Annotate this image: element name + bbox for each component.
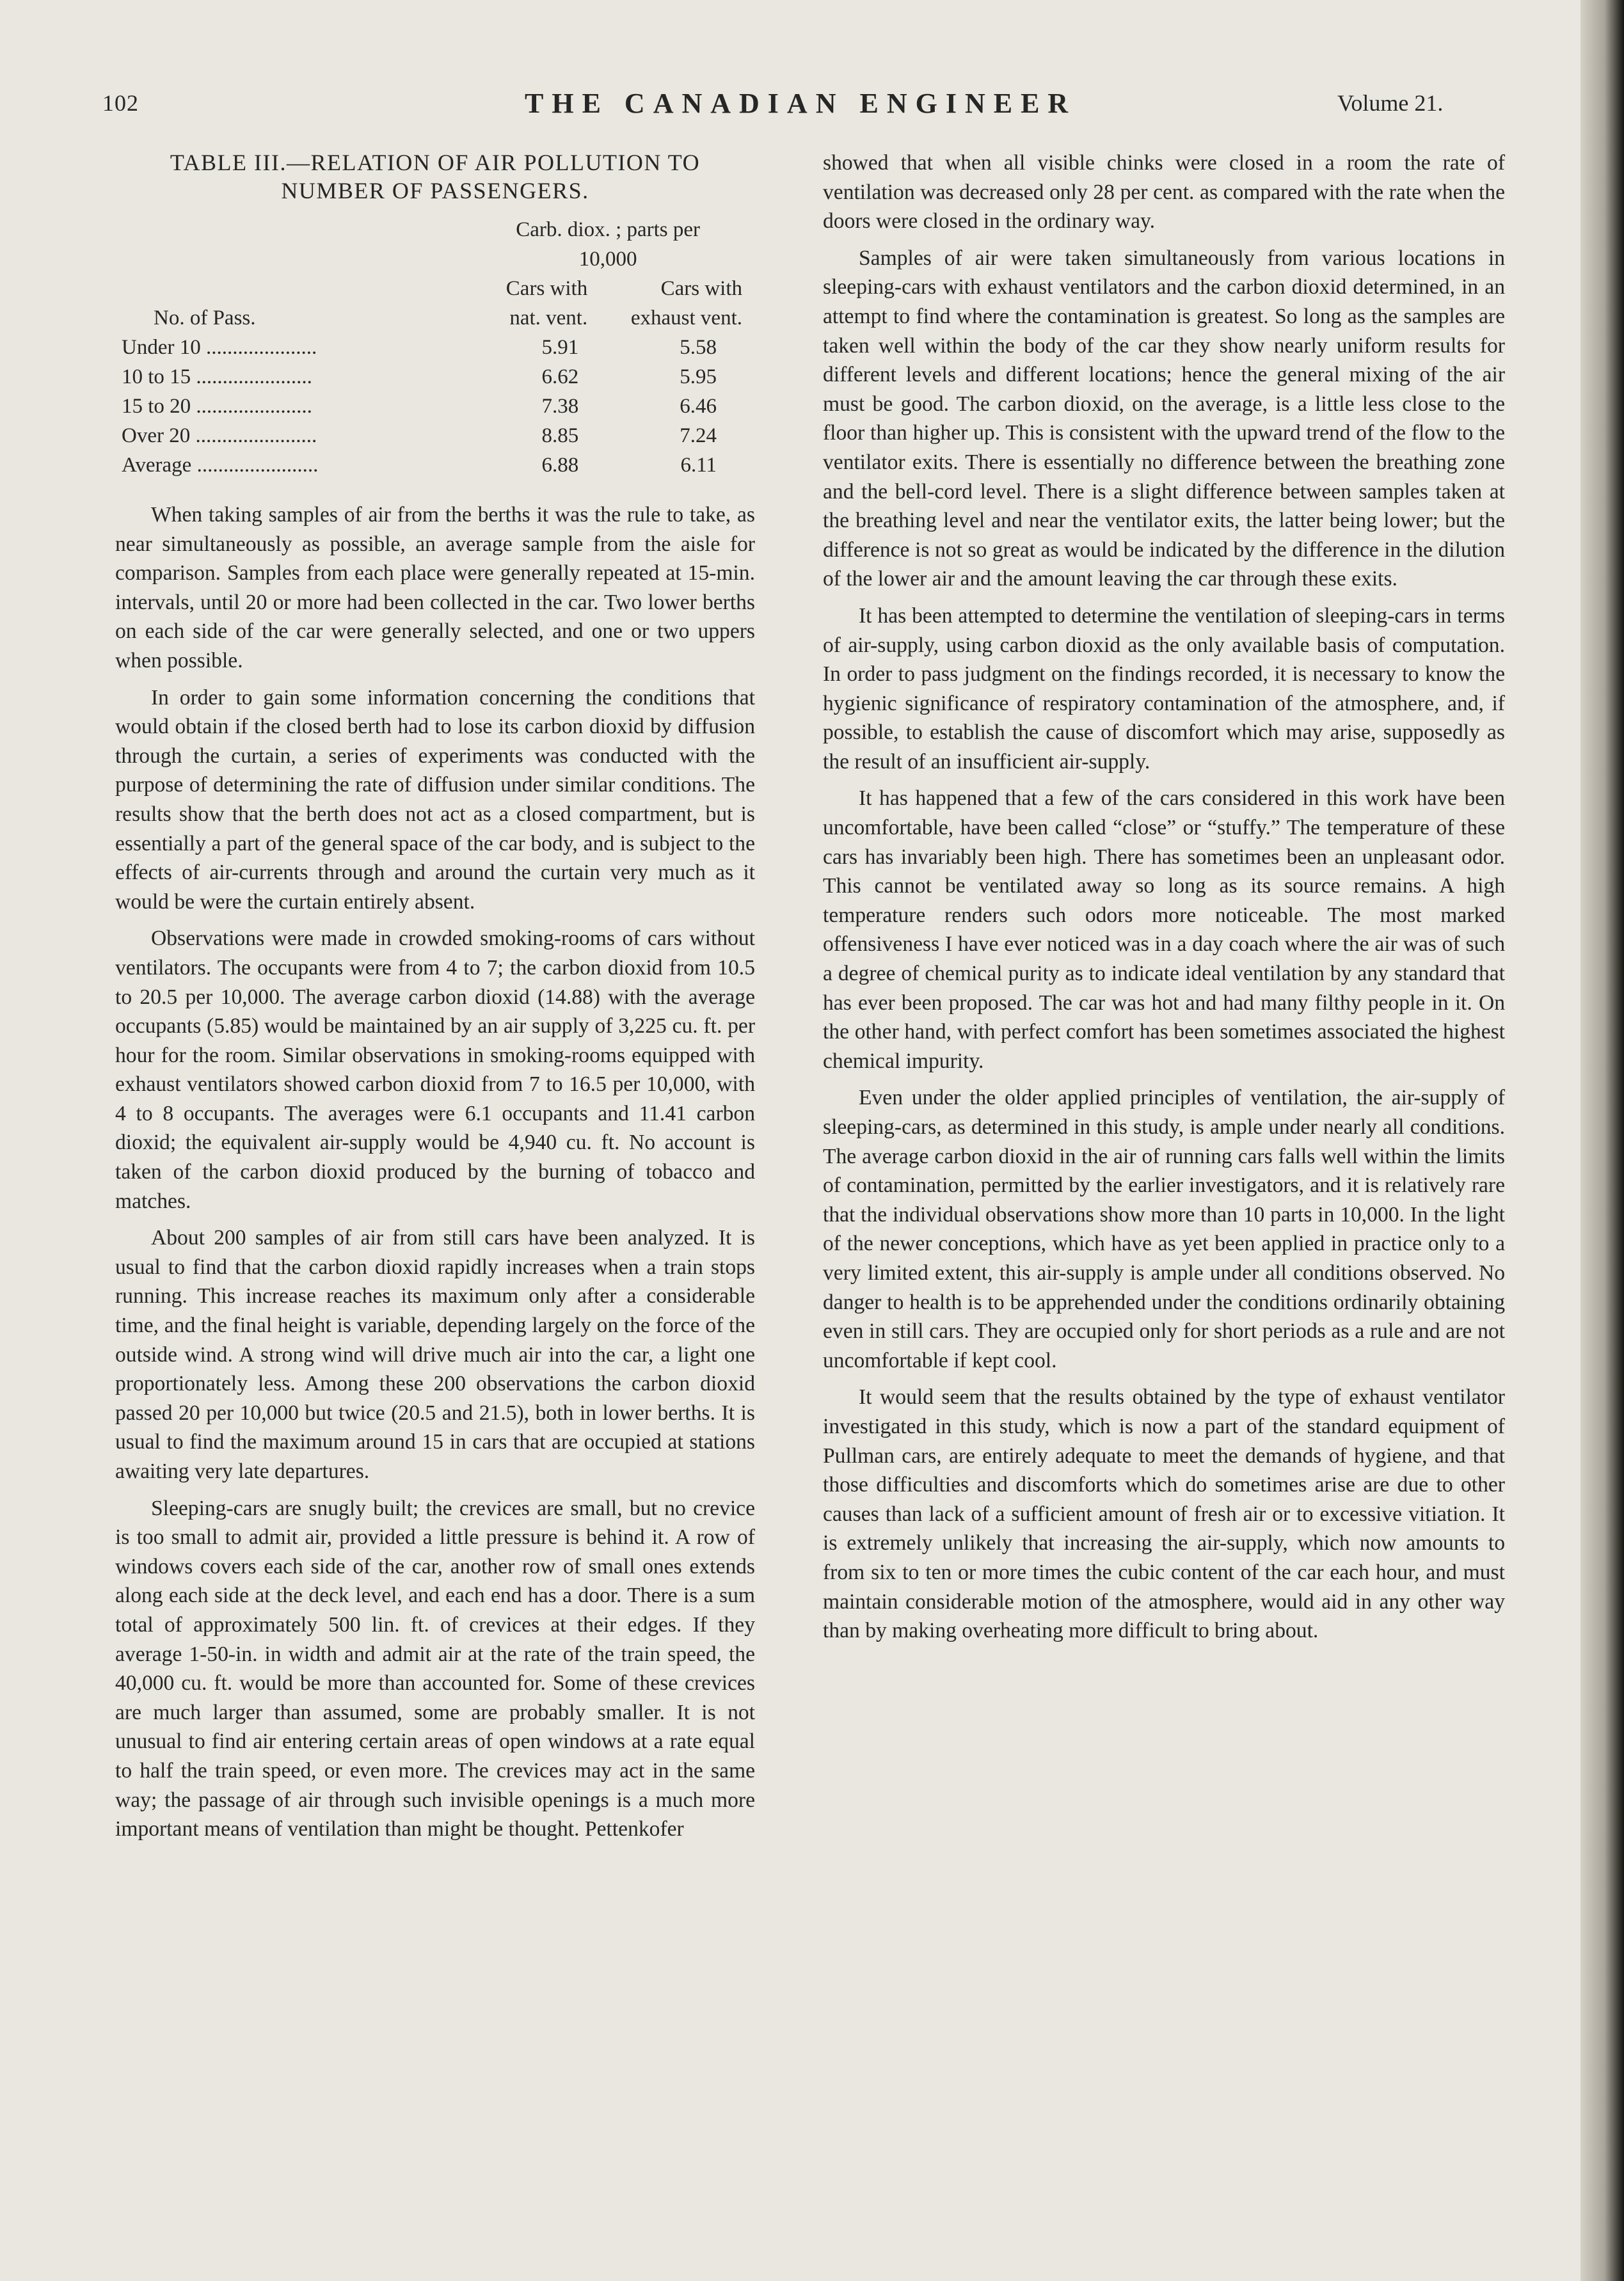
body-paragraph: Sleeping-cars are snugly built; the crevices are small, but no crevice is too small to admit air, provided a little pressure is behind it. A row of windows covers each side of the car, another row of small ones extends along each side at the deck level, and each end has a door. There is a sum total of approximately 500 lin. ft. of crevices at their edges. If they average 1-50-in. in width and admit air at the rate of the train speed, the 40,000 cu. ft. would be more than accounted for. Some of these crevices are much larger than assumed, some are probably smaller. It is not unusual to find air entering certain areas of open windows at a rate equal to half the train speed, or even more. The crevices may act in the same way; the passage of air through such invisible openings is a much more important means of ventilation than might be thought. Pettenkofer [115,1496,755,1841]
body-paragraph: When taking samples of air from the berths it was the rule to take, as near simultaneously as possible, an average sample from the aisle for comparison. Samples from each place were generally repeated at 15-min. intervals, until 20 or more had been collected in the car. Two lower berths on each side of the car were generally selected, and one or two uppers when possible. [115,503,755,672]
right-column [823,148,1505,1653]
volume-label: Volume 21. [1337,90,1444,116]
body-paragraph: Even under the older applied principles of ventilation, the air-supply of sleeping-cars, as determined in this study, is ample under nearly all conditions. The average carbon dioxid in the air of running cars falls well within the limits of contamination, permitted by the earlier investigators, and it is relatively rare that the individual observations show more than 10 parts in 10,000. In the light of the newer conceptions, which have as yet been applied in practice only to a very limited extent, this air-supply is ample under all conditions observed. No danger to health is to be apprehended under the conditions ordinarily obtaining even in still cars. They are occupied only for short periods as a rule and are not uncomfortable if kept cool. [823,1086,1505,1372]
body-paragraph: Samples of air were taken simultaneously from various locations in sleeping-cars with exhaust ventilators and the carbon dioxid determined, in an attempt to find where the contamination is greatest. So long as the samples are taken well within the body of the car they show nearly uniform results for different levels and different locations; hence the general mixing of the air must be good. The carbon dioxid, on the average, is a little less close to the floor than higher up. This is consistent with the upward trend of the flow to the ventilator exits. There is essentially no difference between the breathing zone and the bell-cord level. There is a slight difference between samples taken at the breathing level and near the ventilator exits, the latter being lower; but the difference is not so great as would be indicated by the difference in the dilution of the lower air and the amount leaving the car through these exits. [823,246,1505,591]
cell-exh: 5.95 [680,365,717,388]
binding-gutter [1580,0,1624,2281]
table-title-line-2: NUMBER OF PASSENGERS. [281,178,589,203]
group-header-1: Carb. diox. ; parts per [516,218,701,241]
row-label: 15 to 20 ...................... [122,395,312,418]
body-paragraph: It has been attempted to determine the ventilation of sleeping-cars in terms of air-supply, using carbon dioxid as the only available basis of computation. In order to pass judgment on the findings recorded, it is necessary to know the hygienic significance of respiratory contamination of the atmosphere, and, if possible, to establish the cause of discomfort which may arise, supposedly as the result of an insufficient air-supply. [823,603,1505,774]
row-label: Under 10 ..................... [122,336,317,359]
page-number: 102 [102,90,139,116]
body-paragraph: About 200 samples of air from still cars have been analyzed. It is usual to find that the carbon dioxid rapidly increases when a train stops running. This increase reaches its maximum only after a considerable time, and the final height is variable, depending largely on the force of the outside wind. A strong wind will drive much air into the car, a light one proportionately less. Among these 200 observations the carbon dioxid passed 20 per 10,000 but twice (20.5 and 21.5), both in lower berths. It is usual to find the maximum around 15 in cars that are occupied at stations awaiting very late departures. [115,1226,755,1483]
journal-title: THE CANADIAN ENGINEER [525,88,1077,119]
col-header-exh-1: Cars with [660,277,742,300]
body-paragraph: Observations were made in crowded smoking-rooms of cars without ventilators. The occupants were from 4 to 7; the carbon dioxid from 10.5 to 20.5 per 10,000. The average carbon dioxid (14.88) with the average occupants (5.85) would be maintained by an air supply of 3,225 cu. ft. per hour for the room. Similar observations in smoking-rooms equipped with exhaust ventilators showed carbon dioxid from 7 to 16.5 per 10,000, with 4 to 8 occupants. The averages were 6.1 occupants and 11.41 carbon dioxid; the equivalent air-supply would be 4,940 cu. ft. No account is taken of the carbon dioxid produced by the burning of tobacco and matches. [115,926,755,1213]
row-label: Over 20 ....................... [122,424,317,447]
cell-nat: 8.85 [541,424,579,447]
col-header-nat-1: Cars with [506,277,588,300]
group-header-2: 10,000 [578,248,637,271]
cell-exh: 6.11 [680,454,717,477]
body-paragraph: It has happened that a few of the cars considered in this work have been uncomfortable, have been called “close” or “stuffy.” The temperature of these cars has invariably been high. There has sometimes been an unpleasant odor. This cannot be ventilated away so long as its source remains. A high temperature renders such odors more noticeable. The most marked offensiveness I have ever noticed was in a day coach where the air was of such a degree of chemical purity as to indicate ideal ventilation by any standard that has ever been proposed. The car was hot and had many filthy people in it. On the other hand, with perfect comfort has been sometimes associated the highest chemical impurity. [823,786,1505,1073]
cell-exh: 7.24 [680,424,717,447]
body-paragraph: In order to gain some information concerning the conditions that would obtain if the closed berth had to lose its carbon dioxid by diffusion through the curtain, a series of experiments was conducted with the purpose of determining the rate of diffusion under similar conditions. The results show that the berth does not act as a closed compartment, but is essentially a part of the general space of the car body, and is subject to the effects of air-currents through and around the curtain very much as it would be were the curtain entirely absent. [115,685,755,914]
cell-exh: 6.46 [680,395,717,418]
row-label: Average ....................... [122,454,319,477]
cell-nat: 7.38 [541,395,579,418]
table-row [115,333,742,362]
left-column [115,148,755,1852]
cell-nat: 6.88 [541,454,579,477]
table-title [115,148,755,205]
page-header [0,87,1580,125]
table-row [115,362,742,392]
body-paragraph: It would seem that the results obtained by the type of exhaust ventilator investigated in this study, which is now a part of the standard equipment of Pullman cars, are entirely adequate to meet the demands of hygiene, and that those difficulties and discomforts which do sometimes arise are due to other causes than lack of a sufficient amount of fresh air or to excessive vitiation. It is extremely unlikely that increasing the air-supply, which now amounts to from six to ten or more times the cubic content of the car each hour, and must maintain considerable motion of the atmosphere, would aid in any other way than by making overheating more difficult to bring about. [823,1385,1505,1643]
row-label: 10 to 15 ...................... [122,365,312,388]
table-title-line-1: TABLE III.—RELATION OF AIR POLLUTION TO [170,150,701,175]
data-table [115,215,742,480]
col-header-nat-2: nat. vent. [509,306,588,330]
cell-nat: 5.91 [541,336,579,359]
col-header-exh-2: exhaust vent. [630,306,742,330]
cell-nat: 6.62 [541,365,579,388]
table-row [115,392,742,421]
body-paragraph-continued: showed that when all visible chinks were closed in a room the rate of ventilation was decreased only 28 per cent. as compared with the rate when the doors were closed in the ordinary way. [823,151,1505,234]
table-row [115,421,742,450]
col-header-stub: No. of Pass. [154,306,256,330]
cell-exh: 5.58 [680,336,717,359]
table-row [115,450,742,480]
